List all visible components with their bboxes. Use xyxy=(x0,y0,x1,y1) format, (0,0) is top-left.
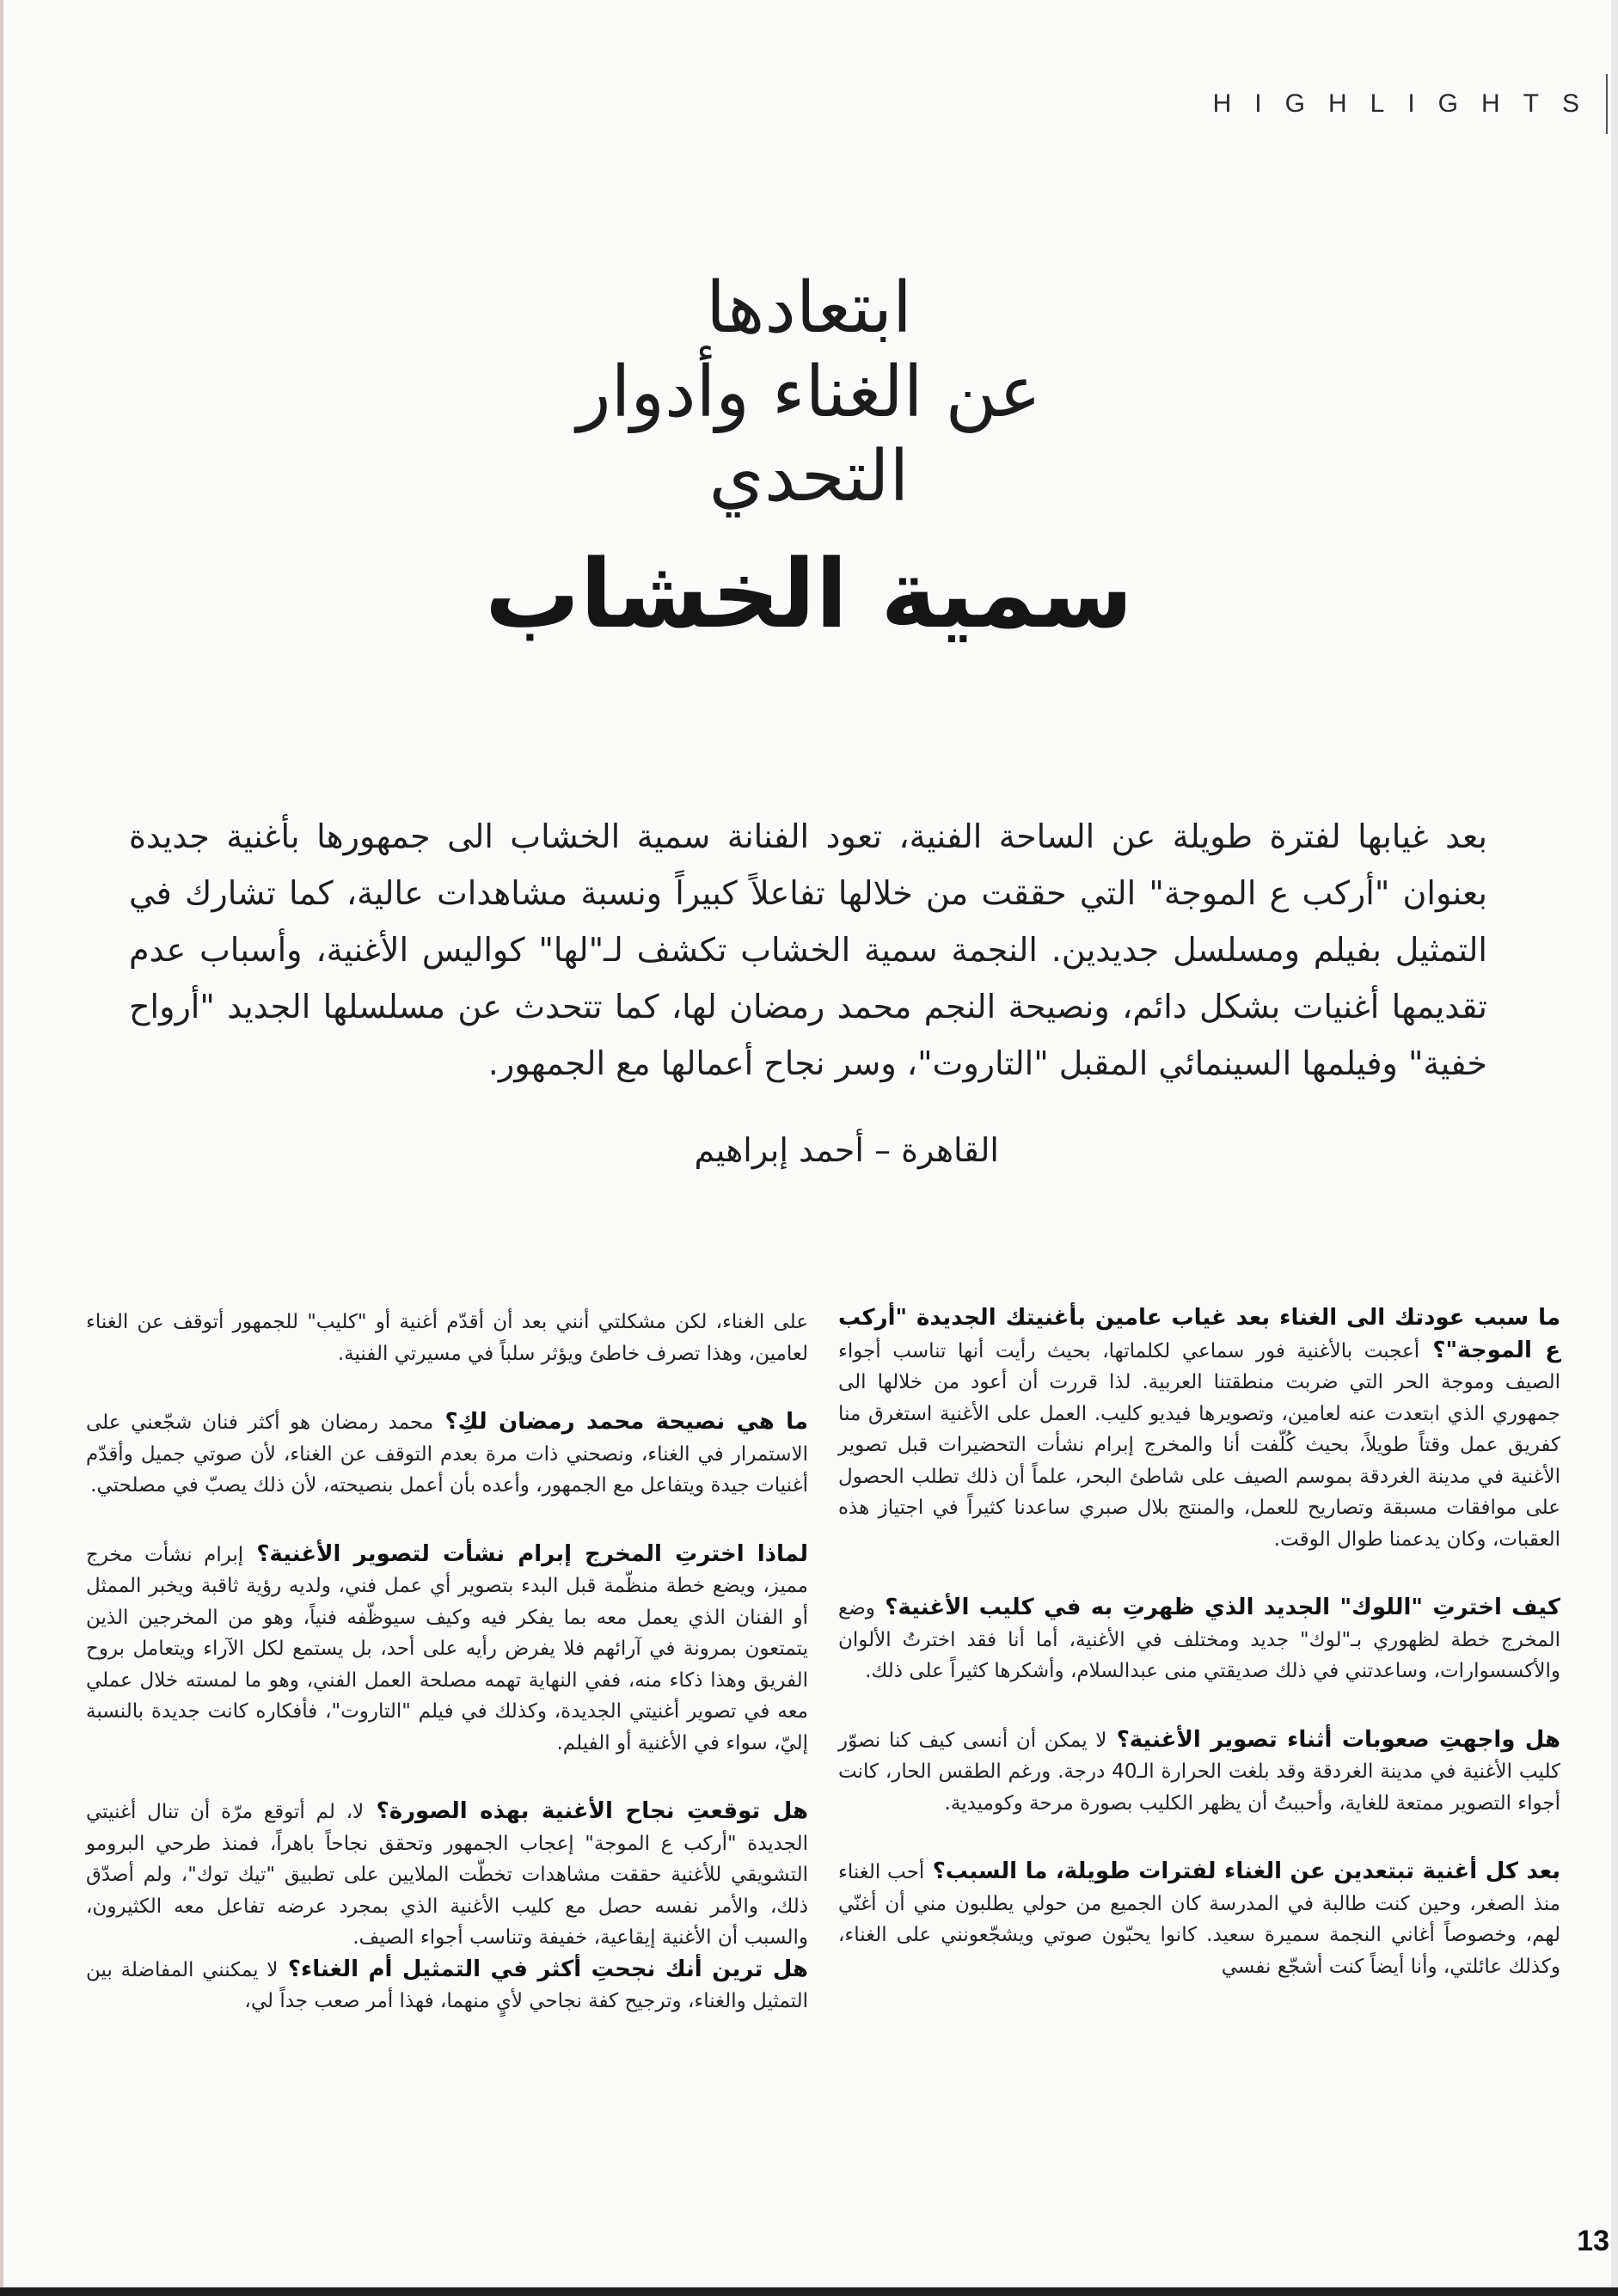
running-head-rule xyxy=(1606,74,1608,134)
question: ما سبب عودتك الى الغناء بعد غياب عامين بأغنيتك الجديدة "أركب ع الموجة"؟ xyxy=(838,1305,1561,1363)
left-column xyxy=(86,1307,808,2017)
question: بعد كل أغنية تبتعدين عن الغناء لفترات طويلة، ما السبب؟ xyxy=(924,1858,1561,1884)
bottom-strip xyxy=(0,2287,1618,2296)
answer: على الغناء، لكن مشكلتي أنني بعد أن أقدّم أغنية أو "كليب" للجمهور أتوقف عن الغناء لعامين، وهذا تصرف خاطئ ويؤثر سلباً في مسيرتي الفنية. xyxy=(86,1311,808,1365)
qa-block xyxy=(86,1307,808,1369)
right-column xyxy=(838,1302,1560,1982)
headline-line: عن الغناء وأدوار xyxy=(577,352,1041,433)
answer: وضع المخرج خطة لظهوري بـ"لوك" جديد ومختلف في الأغنية، أما أنا فقد اخترتُ الألوان والأكسسوارات، وساعدتني في ذلك صديقتي منى عبدالسلام، وأشكرها كثيراً على ذلك. xyxy=(838,1597,1560,1682)
headline-line: التحدي xyxy=(708,436,910,517)
question: كيف اخترتِ "اللوك" الجديد الذي ظهرتِ به في كليب الأغنية؟ xyxy=(874,1595,1560,1620)
qa-block xyxy=(86,1406,808,1502)
answer: لا، لم أتوقع مرّة أن تنال أغنيتي الجديدة "أركب ع الموجة" إعجاب الجمهور وتحقق نجاحاً باهراً، فمنذ طرحي البرومو التشويقي للأغنية حققت مشاهدات تخطّت الملايين على تطبيق "تيك توك"، ولم أصدّق ذلك، والأمر نفسه حصل مع كليب الأغنية الذي بمجرد عرضه تفاعل معه الكثيرون، والسبب أن الأغنية إيقاعية، خفيفة وتناسب أجواء الصيف. xyxy=(86,1801,808,1949)
running-head: HIGHLIGHTS xyxy=(1212,89,1603,118)
answer: إبرام نشأت مخرج مميز، ويضع خطة منظّمة قبل البدء بتصوير أي عمل فني، ولديه رؤية ثاقبة ويخبر الممثل أو الفنان الذي يعمل معه بما يفكر فيه وكيف سيوظّفه فنياً، وهو من المخرجين الذين يتمتعون بمرونة في آرائهم فلا يفرض رأيه على أحد، بل يستمع لكل الآراء ويتعامل بروح الفريق وهذا ذكاء منه، ففي النهاية تهمه مصلحة العمل الفني، وهو ما لمسته خلال عملي معه في تصوير أغنيتي الجديدة، وكذلك في فيلم "التاروت"، فأفكاره كانت جديدة بالنسبة إليّ، سواء في الأغنية أو الفيلم. xyxy=(86,1543,808,1754)
qa-block xyxy=(86,1539,808,1760)
qa-block xyxy=(86,1796,808,1954)
qa-block xyxy=(838,1302,1560,1555)
page-number: 13 xyxy=(1577,2225,1609,2257)
qa-block xyxy=(838,1856,1560,1982)
answer: لا يمكنني المفاضلة بين التمثيل والغناء، وترجيح كفة نجاحي لأيٍ منهما، فهذا أمر صعب جداً لي، xyxy=(86,1958,808,2012)
question: هل توقعتِ نجاح الأغنية بهذه الصورة؟ xyxy=(364,1798,808,1824)
headline-name: سمية الخشاب xyxy=(485,539,1133,649)
answer: أعجبت بالأغنية فور سماعي لكلماتها، بحيث رأيت أنها تناسب أجواء الصيف وموجة الحر التي ضربت منطقتنا العربية. لذا قررت أن أعود من خلالها الى جمهوري الذي ابتعدت عنه لعامين، وتصويرها فيديو كليب. العمل على الأغنية استغرق منا كفريق عمل وقتاً طويلاً، بحيث كُلّفت أنا والمخرج إبرام نشأت التحضيرات قبل تصوير الأغنية في مدينة الغردقة بموسم الصيف على شاطئ البحر، علماً أن ذلك تطلب الحصول على موافقات مسبقة وتصاريح للعمل، والمنتج بلال صبري ساعدنا كثيراً في اجتياز هذه العقبات، وكان يدعمنا طوال الوقت. xyxy=(838,1339,1560,1551)
question: ما هي نصيحة محمد رمضان لكِ؟ xyxy=(433,1409,808,1435)
intro-paragraph: بعد غيابها لفترة طويلة عن الساحة الفنية، تعود الفنانة سمية الخشاب الى جمهورها بأغنية جديدة بعنوان "أركب ع الموجة" التي حققت من خلالها تفاعلاً كبيراً ونسبة مشاهدات عالية، كما تشارك في التمثيل بفيلم ومسلسل جديدين. النجمة سمية الخشاب تكشف لـ"لها" كواليس الأغنية، وأسباب عدم تقديمها أغنيات بشكل دائم، ونصيحة النجم محمد رمضان لها، كما تتحدث عن مسلسلها الجديد "أرواح خفية" وفيلمها السينمائي المقبل "التاروت"، وسر نجاح أعمالها مع الجمهور. xyxy=(129,817,1487,1082)
qa-block xyxy=(838,1592,1560,1687)
headline xyxy=(0,266,1618,658)
answer: لا يمكن أن أنسى كيف كنا نصوّر كليب الأغنية في مدينة الغردقة وقد بلغت الحرارة الـ40 درجة. ورغم الطقس الحار، كانت أجواء التصوير ممتعة للغاية، وأحببتُ أن يظهر الكليب بصورة مرحة وكوميدية. xyxy=(838,1729,1561,1815)
answer: أحب الغناء منذ الصغر، وحين كنت طالبة في المدرسة كان الجميع من حولي يطلبون مني أن أغنّي لهم، وخصوصاً أغاني النجمة سميرة سعيد. كانوا يحبّون صوتي ويشجّعونني على الغناء، وكذلك عائلتي، وأنا أيضاً كنت أشجّع نفسي xyxy=(838,1861,1560,1978)
question: هل ترين أنك نجحتِ أكثر في التمثيل أم الغناء؟ xyxy=(278,1956,808,1982)
qa-block xyxy=(838,1724,1560,1820)
headline-line: ابتعادها xyxy=(706,267,912,349)
question: لماذا اخترتِ المخرج إبرام نشأت لتصوير الأغنية؟ xyxy=(243,1540,808,1567)
qa-block xyxy=(86,1954,808,2017)
question: هل واجهتِ صعوبات أثناء تصوير الأغنية؟ xyxy=(1106,1726,1560,1753)
byline: القاهرة – أحمد إبراهيم xyxy=(694,1131,999,1169)
answer: محمد رمضان هو أكثر فنان شجّعني على الاستمرار في الغناء، ونصحني ذات مرة بعدم التوقف عن الغناء، لأن صوتي جميل وأقدّم أغنيات جيدة ويتفاعل مع الجمهور، وأعده بأن أعمل بنصيحته، لأن ذلك يصبّ في مصلحتي. xyxy=(86,1411,808,1497)
